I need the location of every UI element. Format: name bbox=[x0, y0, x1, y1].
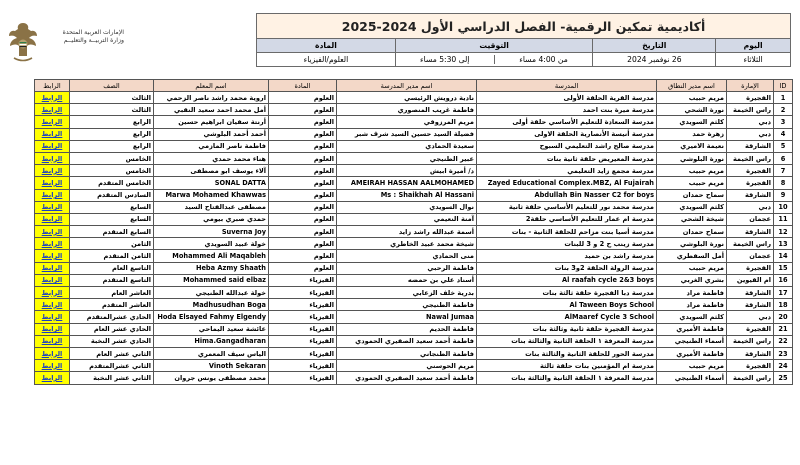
row-school: مدرسة أنيسة الأنصارية الحلقة الاولى bbox=[477, 128, 657, 140]
row-cluster-manager: نورة البلوشي bbox=[657, 152, 727, 164]
row-id: 9 bbox=[774, 189, 793, 201]
row-grade: الرابع bbox=[70, 116, 154, 128]
value-subject: العلوم/الفيزياء bbox=[257, 53, 396, 67]
time-from: من 4:00 مساء bbox=[494, 55, 593, 64]
row-teacher: اروية محمد راشد ناصر الزحمي bbox=[154, 92, 269, 104]
row-teacher: Marwa Mohamed Khawwas bbox=[154, 189, 269, 201]
row-school: Abdullah Bin Nasser C2 for boys bbox=[477, 189, 657, 201]
row-teacher: خولة عبيد السويدي bbox=[154, 238, 269, 250]
table-row bbox=[35, 177, 793, 189]
row-subject: العلوم bbox=[269, 165, 337, 177]
row-school: مدرسة السعادة للتعليم الأساسي حلقة أولى bbox=[477, 116, 657, 128]
table-row bbox=[35, 116, 793, 128]
row-school: مدرسة دبا الفجيرة حلقة ثالثة بنات bbox=[477, 287, 657, 299]
col-school: المدرسة bbox=[477, 80, 657, 92]
row-school: مدرسة الرولة الحلقة 2و3 بنات bbox=[477, 262, 657, 274]
row-emirate: الفجيرة bbox=[727, 177, 774, 189]
row-school: مدرسة ام عمار للتعليم الأساسي حلقة2 bbox=[477, 213, 657, 225]
row-cluster-manager: كلثم السويدي bbox=[657, 201, 727, 213]
table-row bbox=[35, 189, 793, 201]
row-grade: السابع bbox=[70, 213, 154, 225]
row-school: مدرسة ميرة بنت احمد bbox=[477, 104, 657, 116]
row-id: 14 bbox=[774, 250, 793, 262]
row-subject: العلوم bbox=[269, 262, 337, 274]
table-row bbox=[35, 262, 793, 274]
row-subject: الفيزياء bbox=[269, 274, 337, 286]
row-grade: السادس المتقدم bbox=[70, 189, 154, 201]
row-school: مدرسة ام المؤمنين بنات حلقة ثالثة bbox=[477, 360, 657, 372]
row-id: 16 bbox=[774, 274, 793, 286]
row-cluster-manager: كلثم السويدي bbox=[657, 116, 727, 128]
row-cluster-manager: شيخة الشحي bbox=[657, 213, 727, 225]
row-teacher: Heba Azmy Shaath bbox=[154, 262, 269, 274]
row-link-button[interactable]: الرابط bbox=[35, 213, 70, 225]
row-emirate: الشارقة bbox=[727, 226, 774, 238]
row-subject: الفيزياء bbox=[269, 335, 337, 347]
row-cluster-manager: نورة الشحي bbox=[657, 104, 727, 116]
row-grade: الحادي عشر العام bbox=[70, 323, 154, 335]
row-emirate: الشارقة bbox=[727, 140, 774, 152]
row-school: مدرسة المعرفة ١ الحلقة الثانية والثالثة بنات bbox=[477, 335, 657, 347]
row-principal: فاطمة أحمد سعيد الصفيري الحمودي bbox=[337, 372, 477, 384]
row-principal: مريم الحوسني bbox=[337, 360, 477, 372]
row-subject: العلوم bbox=[269, 250, 337, 262]
row-school: مدرسة صالح راشد التعليمي السبوح bbox=[477, 140, 657, 152]
row-teacher: Hoda Elsayed Fahmy Elgendy bbox=[154, 311, 269, 323]
ministry-logo bbox=[6, 20, 124, 66]
row-grade: التاسع العام bbox=[70, 262, 154, 274]
row-school: مدرسة المعيريض حلقة ثانية بنات bbox=[477, 152, 657, 164]
row-principal: نادية درويش الرئيسي bbox=[337, 92, 477, 104]
row-id: 3 bbox=[774, 116, 793, 128]
row-principal: أسمة عبدالله راشد زايد bbox=[337, 226, 477, 238]
row-school: مدرسة محمد نور للتعليم الأساسي حلقة ثانية bbox=[477, 201, 657, 213]
row-emirate: راس الخيمة bbox=[727, 335, 774, 347]
row-principal: أسناد علي بن حمضه bbox=[337, 274, 477, 286]
col-grade: الصف bbox=[70, 80, 154, 92]
row-link-button[interactable]: الرابط bbox=[35, 250, 70, 262]
row-subject: الفيزياء bbox=[269, 299, 337, 311]
row-grade: الثامن المتقدم bbox=[70, 250, 154, 262]
row-teacher: أحمد أحمد البلوشي bbox=[154, 128, 269, 140]
row-principal: بدرية خلف الزعابي bbox=[337, 287, 477, 299]
row-id: 2 bbox=[774, 104, 793, 116]
row-grade: الخامس bbox=[70, 165, 154, 177]
row-teacher: Mohammed Ali Maqableh bbox=[154, 250, 269, 262]
row-teacher: حمدي صبري بيومي bbox=[154, 213, 269, 225]
row-cluster-manager: فاطمة الأميري bbox=[657, 347, 727, 359]
row-principal: عبير الطنيجي bbox=[337, 152, 477, 164]
row-subject: الفيزياء bbox=[269, 372, 337, 384]
row-subject: الفيزياء bbox=[269, 347, 337, 359]
table-row bbox=[35, 287, 793, 299]
row-subject: العلوم bbox=[269, 116, 337, 128]
table-row bbox=[35, 140, 793, 152]
row-cluster-manager: مريم حبيب bbox=[657, 92, 727, 104]
col-subject: المادة bbox=[269, 80, 337, 92]
row-id: 8 bbox=[774, 177, 793, 189]
table-row bbox=[35, 226, 793, 238]
col-principal: اسم مدير المدرسة bbox=[337, 80, 477, 92]
row-teacher: Suverna Joy bbox=[154, 226, 269, 238]
row-link-button[interactable]: الرابط bbox=[35, 311, 70, 323]
row-grade: السابع المتقدم bbox=[70, 226, 154, 238]
row-emirate: الفجيرة bbox=[727, 360, 774, 372]
row-principal: نوال السويدي bbox=[337, 201, 477, 213]
row-subject: الفيزياء bbox=[269, 323, 337, 335]
row-subject: العلوم bbox=[269, 226, 337, 238]
row-id: 20 bbox=[774, 311, 793, 323]
row-emirate: الفجيرة bbox=[727, 165, 774, 177]
row-principal: فضيلة السيد حسين السيد شرف شبر bbox=[337, 128, 477, 140]
row-principal: آمنة النعيمي bbox=[337, 213, 477, 225]
row-grade: الثاني عشر النخبة bbox=[70, 372, 154, 384]
row-id: 22 bbox=[774, 335, 793, 347]
row-cluster-manager: نعيمة الاميري bbox=[657, 140, 727, 152]
row-school: AlMaaref Cycle 3 School bbox=[477, 311, 657, 323]
row-principal: فاطمة الحديم bbox=[337, 323, 477, 335]
row-grade: الرابع bbox=[70, 128, 154, 140]
row-id: 6 bbox=[774, 152, 793, 164]
row-teacher: هناء محمد حمدي bbox=[154, 152, 269, 164]
row-link-button[interactable]: الرابط bbox=[35, 177, 70, 189]
row-subject: العلوم bbox=[269, 189, 337, 201]
row-teacher: أرنتة سفيان ابراهيم حسين bbox=[154, 116, 269, 128]
row-cluster-manager: فاطمة الأميري bbox=[657, 323, 727, 335]
value-time bbox=[395, 53, 593, 67]
row-grade: الثاني عشر العام bbox=[70, 347, 154, 359]
col-id: ID bbox=[774, 80, 793, 92]
row-school: Zayed Educational Complex.MBZ, Al Fujairah bbox=[477, 177, 657, 189]
row-id: 17 bbox=[774, 287, 793, 299]
row-subject: الفيزياء bbox=[269, 360, 337, 372]
row-cluster-manager: فاطمة مراد bbox=[657, 287, 727, 299]
row-subject: العلوم bbox=[269, 140, 337, 152]
row-cluster-manager: مريم حبيب bbox=[657, 165, 727, 177]
row-emirate: الشارقة bbox=[727, 347, 774, 359]
row-emirate: راس الخيمة bbox=[727, 372, 774, 384]
row-cluster-manager: أمل السفطري bbox=[657, 250, 727, 262]
row-cluster-manager: أسماء الطنيجي bbox=[657, 335, 727, 347]
ministry-name bbox=[42, 29, 124, 45]
row-subject: الفيزياء bbox=[269, 287, 337, 299]
table-row bbox=[35, 274, 793, 286]
row-cluster-manager: فاطمة مراد bbox=[657, 299, 727, 311]
row-id: 10 bbox=[774, 201, 793, 213]
row-subject: العلوم bbox=[269, 201, 337, 213]
row-subject: العلوم bbox=[269, 128, 337, 140]
row-link-button[interactable]: الرابط bbox=[35, 274, 70, 286]
row-link-button[interactable]: الرابط bbox=[35, 152, 70, 164]
row-emirate: راس الخيمة bbox=[727, 104, 774, 116]
row-grade: الثالث bbox=[70, 104, 154, 116]
row-id: 18 bbox=[774, 299, 793, 311]
row-emirate: الشارقة bbox=[727, 189, 774, 201]
row-cluster-manager: نورة البلوشي bbox=[657, 238, 727, 250]
table-row bbox=[35, 165, 793, 177]
label-time: التوقيت bbox=[395, 39, 593, 53]
row-link-button[interactable]: الرابط bbox=[35, 201, 70, 213]
table-row bbox=[35, 201, 793, 213]
row-teacher: محمد مصطفى يونس جروان bbox=[154, 372, 269, 384]
row-subject: العلوم bbox=[269, 213, 337, 225]
label-day: اليوم bbox=[716, 39, 791, 53]
table-row bbox=[35, 104, 793, 116]
row-principal: مريم المرزوقي bbox=[337, 116, 477, 128]
row-principal: سعيدة الحمادي bbox=[337, 140, 477, 152]
row-principal: فاطمة الطنيجي bbox=[337, 299, 477, 311]
row-principal: فاطمة أحمد سعيد الصفيري الحمودي bbox=[337, 335, 477, 347]
row-cluster-manager: مريم حبيب bbox=[657, 262, 727, 274]
table-header-row bbox=[35, 80, 793, 92]
row-id: 13 bbox=[774, 238, 793, 250]
logo-line-2: وزارة التربيــة والتعليــم bbox=[63, 37, 124, 44]
row-id: 21 bbox=[774, 323, 793, 335]
row-principal: فاطمة الرحبي bbox=[337, 262, 477, 274]
time-to: إلى 5:30 مساء bbox=[420, 55, 470, 64]
row-school: Al Taween Boys School bbox=[477, 299, 657, 311]
table-row bbox=[35, 360, 793, 372]
row-subject: العلوم bbox=[269, 104, 337, 116]
row-principal: Ms : Shaikhah Al Hassani bbox=[337, 189, 477, 201]
row-link-button[interactable]: الرابط bbox=[35, 165, 70, 177]
row-emirate: الشارقة bbox=[727, 299, 774, 311]
row-school: Al raafah cycle 2&3 boys bbox=[477, 274, 657, 286]
row-school: مدرسة أسيا بنت مزاحم للحلقة الثانية - بنات bbox=[477, 226, 657, 238]
table-row bbox=[35, 250, 793, 262]
col-teacher: اسم المعلم bbox=[154, 80, 269, 92]
row-link-button[interactable]: الرابط bbox=[35, 360, 70, 372]
row-id: 24 bbox=[774, 360, 793, 372]
schedule-table bbox=[34, 79, 793, 385]
row-emirate: دبي bbox=[727, 201, 774, 213]
uae-emblem-icon bbox=[6, 20, 40, 64]
row-link-button[interactable]: الرابط bbox=[35, 116, 70, 128]
row-principal: فاطمة الطنجاني bbox=[337, 347, 477, 359]
row-link-button[interactable]: الرابط bbox=[35, 335, 70, 347]
session-header bbox=[256, 13, 791, 67]
row-grade: الثاني عشرالمتقدم bbox=[70, 360, 154, 372]
row-emirate: دبي bbox=[727, 116, 774, 128]
row-grade: التاسع المتقدم bbox=[70, 274, 154, 286]
row-cluster-manager: مريم حبيب bbox=[657, 177, 727, 189]
row-link-button[interactable]: الرابط bbox=[35, 262, 70, 274]
row-id: 11 bbox=[774, 213, 793, 225]
row-principal: AMEIRAH HASSAN AALMOHAMED bbox=[337, 177, 477, 189]
row-id: 5 bbox=[774, 140, 793, 152]
row-teacher: الياس سيف المعمري bbox=[154, 347, 269, 359]
row-emirate: راس الخيمة bbox=[727, 238, 774, 250]
row-emirate: عجمان bbox=[727, 213, 774, 225]
row-principal: Nawal Jumaa bbox=[337, 311, 477, 323]
row-cluster-manager: كلثم السويدي bbox=[657, 311, 727, 323]
table-row bbox=[35, 347, 793, 359]
col-cluster-manager: اسم مدير النطاق bbox=[657, 80, 727, 92]
row-teacher: Vinoth Sekaran bbox=[154, 360, 269, 372]
table-row bbox=[35, 128, 793, 140]
row-teacher: Madhusudhan Boga bbox=[154, 299, 269, 311]
row-grade: العاشر العام bbox=[70, 287, 154, 299]
row-teacher: Mohammed said elbaz bbox=[154, 274, 269, 286]
value-day: الثلاثاء bbox=[716, 53, 791, 67]
table-row bbox=[35, 323, 793, 335]
col-emirate: الإمارة bbox=[727, 80, 774, 92]
row-teacher: آلاء يوسف ابو مصطفى bbox=[154, 165, 269, 177]
row-link-button[interactable]: الرابط bbox=[35, 189, 70, 201]
row-school: مدرسة راشد بن حميد bbox=[477, 250, 657, 262]
row-teacher: أمل محمد احمد سعيد النقبي bbox=[154, 104, 269, 116]
row-link-button[interactable]: الرابط bbox=[35, 347, 70, 359]
table-row bbox=[35, 299, 793, 311]
col-link: الرابط bbox=[35, 80, 70, 92]
row-id: 12 bbox=[774, 226, 793, 238]
table-row bbox=[35, 92, 793, 104]
row-cluster-manager: سماح حمدان bbox=[657, 189, 727, 201]
row-emirate: عجمان bbox=[727, 250, 774, 262]
row-grade: العاشر المتقدم bbox=[70, 299, 154, 311]
row-subject: العلوم bbox=[269, 152, 337, 164]
page-title: أكاديمية تمكين الرقمية- الفصل الدراسي الأول 2024-2025 bbox=[257, 14, 791, 39]
row-school: مدرسة زينب ح 2 و 3 للبنات bbox=[477, 238, 657, 250]
row-cluster-manager: مريم حبيب bbox=[657, 360, 727, 372]
row-teacher: فاطمة ناصر المازمي bbox=[154, 140, 269, 152]
row-emirate: الفجيرة bbox=[727, 92, 774, 104]
row-emirate: راس الخيمة bbox=[727, 152, 774, 164]
row-principal: فاطمة غريب المنصوري bbox=[337, 104, 477, 116]
table-body bbox=[35, 92, 793, 385]
row-cluster-manager: زهرة حمد bbox=[657, 128, 727, 140]
row-id: 15 bbox=[774, 262, 793, 274]
row-id: 23 bbox=[774, 347, 793, 359]
table-row bbox=[35, 311, 793, 323]
table-row bbox=[35, 335, 793, 347]
row-emirate: ام القيوين bbox=[727, 274, 774, 286]
row-cluster-manager: سماح حمدان bbox=[657, 226, 727, 238]
row-link-button[interactable]: الرابط bbox=[35, 287, 70, 299]
row-link-button[interactable]: الرابط bbox=[35, 92, 70, 104]
row-school: مدرسة الفجيرة حلقة ثانية وثالثة بنات bbox=[477, 323, 657, 335]
row-emirate: الفجيرة bbox=[727, 262, 774, 274]
row-principal: شيخة محمد عبيد الخاطري bbox=[337, 238, 477, 250]
row-id: 25 bbox=[774, 372, 793, 384]
row-grade: الرابع bbox=[70, 140, 154, 152]
row-principal: منى الحمادي bbox=[337, 250, 477, 262]
row-teacher: مصطفى عبدالفتاح السيد bbox=[154, 201, 269, 213]
row-teacher: Hima.Gangadharan bbox=[154, 335, 269, 347]
row-grade: الثامن bbox=[70, 238, 154, 250]
row-grade: الحادي عشرالمتقدم bbox=[70, 311, 154, 323]
row-grade: الثالث bbox=[70, 92, 154, 104]
row-school: مدرسة القرية الحلقة الأولى bbox=[477, 92, 657, 104]
row-principal: د/ أميرة ابيش bbox=[337, 165, 477, 177]
table-row bbox=[35, 152, 793, 164]
row-emirate: دبي bbox=[727, 128, 774, 140]
row-grade: الخامس bbox=[70, 152, 154, 164]
row-cluster-manager: بشري الغربي bbox=[657, 274, 727, 286]
row-subject: الفيزياء bbox=[269, 311, 337, 323]
row-emirate: الفجيرة bbox=[727, 323, 774, 335]
label-date: التاريخ bbox=[593, 39, 716, 53]
row-grade: الخامس المتقدم bbox=[70, 177, 154, 189]
row-link-button[interactable]: الرابط bbox=[35, 372, 70, 384]
row-subject: العلوم bbox=[269, 238, 337, 250]
row-teacher: SONAL DATTA bbox=[154, 177, 269, 189]
row-link-button[interactable]: الرابط bbox=[35, 238, 70, 250]
row-link-button[interactable]: الرابط bbox=[35, 104, 70, 116]
row-id: 7 bbox=[774, 165, 793, 177]
row-subject: العلوم bbox=[269, 177, 337, 189]
row-grade: السابع bbox=[70, 201, 154, 213]
row-cluster-manager: أسماء الطنيجي bbox=[657, 372, 727, 384]
logo-line-1: الإمارات العربية المتحدة bbox=[62, 29, 124, 36]
table-row bbox=[35, 213, 793, 225]
row-link-button[interactable]: الرابط bbox=[35, 140, 70, 152]
row-emirate: الشارقة bbox=[727, 287, 774, 299]
table-row bbox=[35, 372, 793, 384]
row-teacher: عائشة سعيد اليماحي bbox=[154, 323, 269, 335]
row-link-button[interactable]: الرابط bbox=[35, 226, 70, 238]
row-school: مدرسة الحور للحلقة الثانية والثالثة بنات bbox=[477, 347, 657, 359]
row-emirate: دبي bbox=[727, 311, 774, 323]
row-school: مدرسة المعرفة ١ الحلقة الثانية والثالثة بنات bbox=[477, 372, 657, 384]
row-link-button[interactable]: الرابط bbox=[35, 299, 70, 311]
row-link-button[interactable]: الرابط bbox=[35, 128, 70, 140]
row-link-button[interactable]: الرابط bbox=[35, 323, 70, 335]
row-grade: الحادي عشر النخبة bbox=[70, 335, 154, 347]
row-id: 4 bbox=[774, 128, 793, 140]
table-row bbox=[35, 238, 793, 250]
label-subject: المادة bbox=[257, 39, 396, 53]
row-subject: العلوم bbox=[269, 92, 337, 104]
row-id: 1 bbox=[774, 92, 793, 104]
value-date: 26 نوفمبر 2024 bbox=[593, 53, 716, 67]
row-teacher: خولة عبدالله الطنيجي bbox=[154, 287, 269, 299]
row-school: مدرسة مجمع زايد التعليمي bbox=[477, 165, 657, 177]
